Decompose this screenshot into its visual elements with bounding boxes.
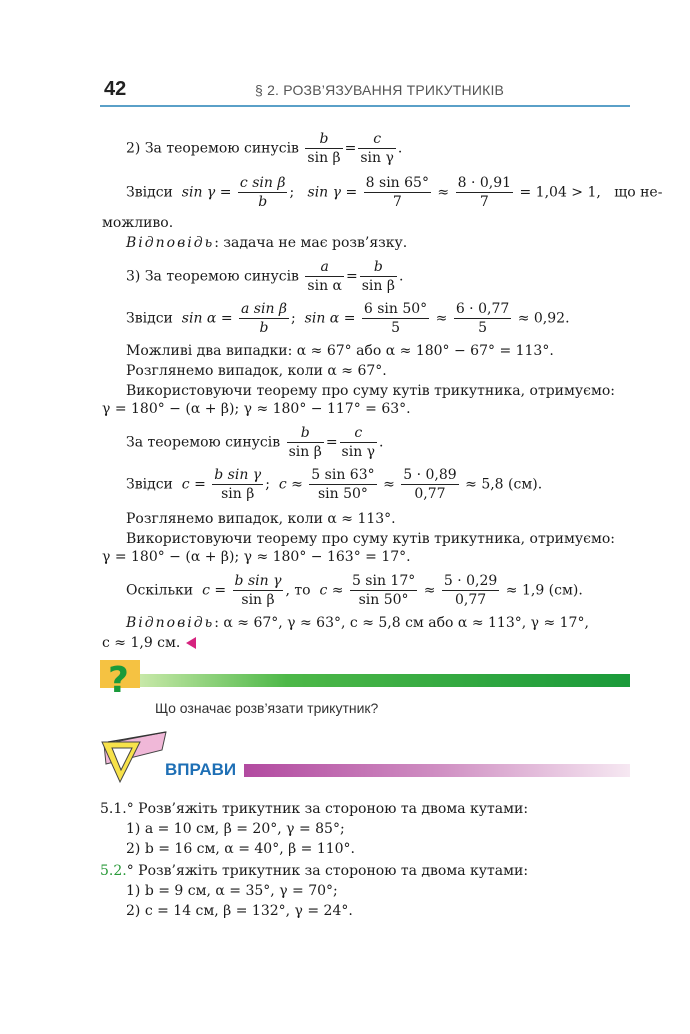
fraction: $\frac{a}{\text{sin α}}$	[307, 259, 342, 294]
solution-step-3: 3) За теоремою синусів $\frac{a}{\text{sin α}}$ = $\frac{b}{\text{sin β}}$ .	[126, 259, 404, 294]
exercise-5-2: 5.2.° Розв’яжіть трикутник за стороною та двома кутами:	[100, 863, 529, 879]
exercise-item: 1) b = 9 см, α = 35°, γ = 70°;	[126, 883, 338, 899]
derivation-line: Звідси c = $\frac{\text{b sin γ}}{\text{sin β}}$ ; c ≈ $\frac{5 \sin 63^\circ}{\sin 50^\circ}$ ≈ $\frac{5 \cdot 0,89}{0,77}$ ≈ 5,8 (см).	[126, 467, 543, 502]
page-number: 42	[104, 78, 127, 100]
exercise-item: 2) b = 16 см, α = 40°, β = 110°.	[126, 841, 356, 857]
exercises-ruler-triangle-icon	[100, 728, 172, 786]
text-line: Розглянемо випадок, коли α ≈ 67°.	[126, 363, 387, 379]
answer-line-end: c ≈ 1,9 см.	[102, 634, 196, 652]
fraction: $\frac{b}{\text{sin β}}$	[288, 425, 322, 460]
text-line: Можливі два випадки: α ≈ 67° або α ≈ 180° − 67° = 113°.	[126, 343, 554, 359]
fraction: $\frac{\text{c sin β}}{b}$	[239, 175, 286, 210]
answer-line: Відповідь: задача не має розв’язку.	[126, 235, 408, 251]
fraction: $\frac{5 \sin 17^\circ}{\sin 50^\circ}$	[351, 573, 416, 608]
section-title: § 2. РОЗВ’ЯЗУВАННЯ ТРИКУТНИКІВ	[255, 82, 505, 98]
text-line: Використовуючи теорему про суму кутів трикутника, отримуємо:	[126, 383, 616, 399]
exercise-5-1: 5.1.° Розв’яжіть трикутник за стороною та двома кутами:	[100, 801, 529, 817]
fraction: $\frac{5 \cdot 0,29}{0,77}$	[443, 573, 498, 608]
question-text: Що означає розв’язати трикутник?	[155, 700, 379, 716]
question-bar	[140, 674, 630, 687]
question-mark-icon	[100, 660, 140, 702]
text-line: γ = 180° − (α + β); γ ≈ 180° − 117° = 63°.	[102, 401, 411, 417]
exercises-label: ВПРАВИ	[165, 760, 237, 779]
exercise-item: 1) a = 10 см, β = 20°, γ = 85°;	[126, 821, 345, 837]
exercise-item: 2) c = 14 см, β = 132°, γ = 24°.	[126, 903, 353, 919]
fraction: $\frac{6 \cdot 0,77}{5}$	[455, 301, 510, 336]
text-line: Розглянемо випадок, коли α ≈ 113°.	[126, 511, 396, 527]
header-rule	[100, 105, 630, 107]
fraction: $\frac{5 \cdot 0,89}{0,77}$	[403, 467, 457, 502]
fraction: $\frac{c}{\text{sin γ}}$	[360, 131, 394, 166]
fraction: $\frac{\text{a sin β}}{b}$	[241, 301, 288, 336]
sine-theorem-line: За теоремою синусів $\frac{b}{\text{sin β}}$ = $\frac{c}{\text{sin γ}}$ .	[126, 425, 384, 460]
fraction: $\frac{6 \sin 50^\circ}{5}$	[363, 301, 428, 336]
fraction: $\frac{b}{\text{sin β}}$	[361, 259, 395, 294]
fraction: $\frac{\text{b sin γ}}{\text{sin β}}$	[214, 467, 262, 502]
fraction: $\frac{8 \sin 65^\circ}{7}$	[365, 175, 429, 210]
exercises-bar	[244, 764, 630, 777]
solution-step-2: 2) За теоремою синусів $\frac{b}{\text{sin β}}$ = $\frac{c}{\text{sin γ}}$ .	[126, 131, 403, 166]
fraction: $\frac{8 \cdot 0,91}{7}$	[457, 175, 512, 210]
fraction: $\frac{b}{\text{sin β}}$	[307, 131, 341, 166]
fraction: $\frac{5 \sin 63^\circ}{\sin 50^\circ}$	[311, 467, 375, 502]
text-line: Використовуючи теорему про суму кутів трикутника, отримуємо:	[126, 531, 616, 547]
answer-line: Відповідь: α ≈ 67°, γ ≈ 63°, c ≈ 5,8 см або α ≈ 113°, γ ≈ 17°,	[126, 615, 589, 631]
fraction: $\frac{c}{\text{sin γ}}$	[341, 425, 376, 460]
text-line: γ = 180° − (α + β); γ ≈ 180° − 163° = 17°.	[102, 549, 411, 565]
end-of-solution-icon	[186, 637, 196, 649]
derivation-line: Оскільки c = $\frac{\text{b sin γ}}{\text{sin β}}$ , то c ≈ $\frac{5 \sin 17^\circ}{\sin 50^\circ}$ ≈ $\frac{5 \cdot 0,29}{0,77}$ ≈ 1,9 (см).	[126, 573, 583, 608]
derivation-line: Звідси sin α = $\frac{\text{a sin β}}{b}$ ; sin α = $\frac{6 \sin 50^\circ}{5}$ ≈ $\frac{6 \cdot 0,77}{5}$ ≈ 0,92.	[126, 301, 570, 336]
question-mark-glyph: ?	[108, 660, 129, 701]
text-line: можливо.	[102, 215, 174, 231]
fraction: $\frac{\text{b sin γ}}{\text{sin β}}$	[234, 573, 282, 608]
derivation-line: Звідси sin γ = $\frac{\text{c sin β}}{b}$ ; sin γ = $\frac{8 \sin 65^\circ}{7}$ ≈ $\frac{8 \cdot 0,91}{7}$ = 1,04 > 1, що не-	[126, 175, 663, 210]
